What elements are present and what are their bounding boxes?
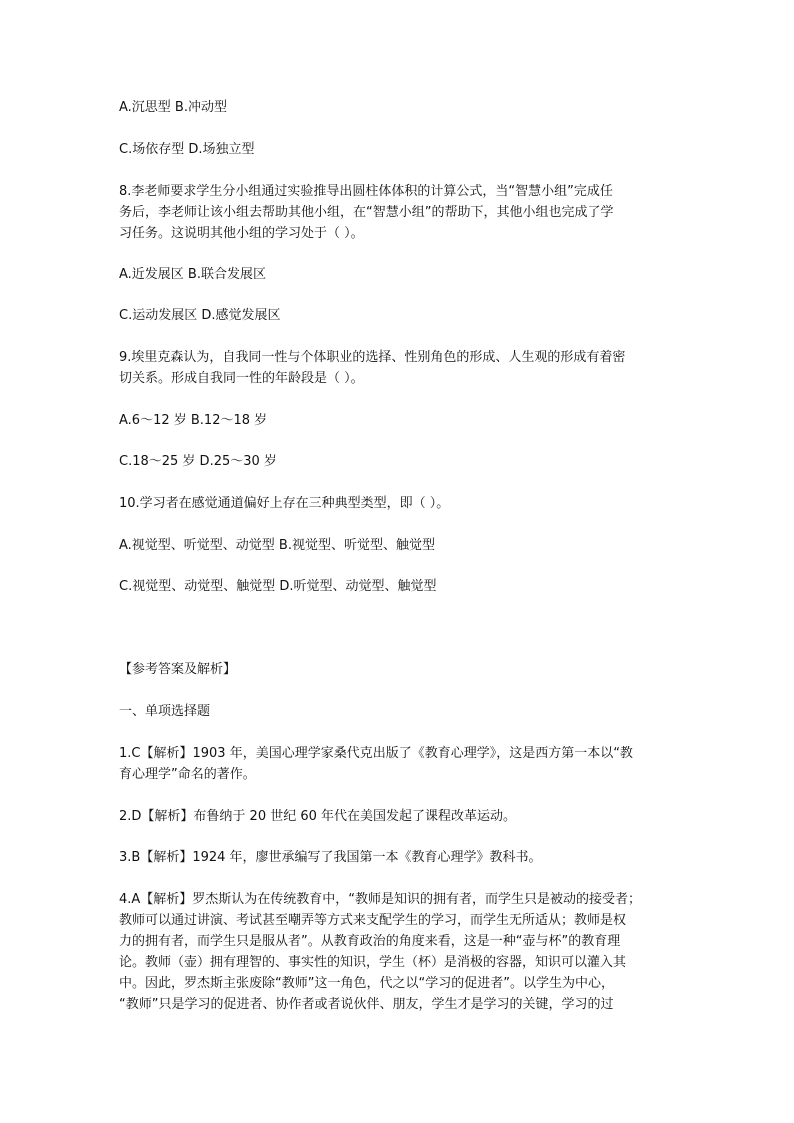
answer-2: 2.D【解析】布鲁纳于 20 世纪 60 年代在美国发起了课程改革运动。 [119, 809, 517, 824]
answer-1 [119, 743, 679, 785]
q8-stem-line: 务后，李老师让该小组去帮助其他小组，在“智慧小组”的帮助下，其他小组也完成了学 [119, 205, 614, 220]
q7-options-ab: A.沉思型 B.冲动型 [119, 100, 227, 115]
answer-3: 3.B【解析】1924 年，廖世承编写了我国第一本《教育心理学》教科书。 [119, 850, 542, 865]
answer-4-line: 教师可以通过讲演、考试甚至嘲弄等方式来支配学生的学习，而学生无所适从；教师是权 [119, 913, 627, 928]
answer-4-line: 中。因此，罗杰斯主张废除“教师”这一角色，代之以“学习的促进者”。以学生为中心， [119, 976, 614, 991]
q8-stem [119, 181, 679, 244]
answer-1-line: 育心理学”命名的著作。 [119, 767, 256, 782]
answer-4 [119, 889, 679, 1015]
q8-options-ab: A.近发展区 B.联合发展区 [119, 267, 266, 282]
answer-4-line: 4.A【解析】罗杰斯认为在传统教育中，“教师是知识的拥有者，而学生只是被动的接受者； [119, 892, 642, 907]
q10-options-ab: A.视觉型、听觉型、动觉型 B.视觉型、听觉型、触觉型 [119, 538, 435, 553]
answers-section-title: 一、单项选择题 [119, 704, 211, 719]
q9-options-cd: C.18～25 岁 D.25～30 岁 [119, 454, 277, 469]
q8-stem-line: 习任务。这说明其他小组的学习处于（ ）。 [119, 226, 364, 241]
q8-stem-line: 8.李老师要求学生分小组通过实验推导出圆柱体体积的计算公式，当“智慧小组”完成任 [119, 184, 613, 199]
answer-4-line: 力的拥有者，而学生只是服从者”。从教育政治的角度来看，这是一种“壶与杯”的教育理 [119, 934, 621, 949]
q10-options-cd: C.视觉型、动觉型、触觉型 D.听觉型、动觉型、触觉型 [119, 579, 437, 594]
q7-options-cd: C.场依存型 D.场独立型 [119, 142, 255, 157]
q9-options-ab: A.6～12 岁 B.12～18 岁 [119, 413, 268, 428]
q9-stem [119, 347, 679, 389]
answer-4-line: “教师”只是学习的促进者、协作者或者说伙伴、朋友，学生才是学习的关键，学习的过 [119, 997, 614, 1012]
q8-options-cd: C.运动发展区 D.感觉发展区 [119, 308, 281, 323]
q10-stem: 10.学习者在感觉通道偏好上存在三种典型类型，即（ ）。 [119, 496, 450, 511]
answers-heading: 【参考答案及解析】 [119, 662, 237, 677]
answer-1-line: 1.C【解析】1903 年，美国心理学家桑代克出版了《教育心理学》，这是西方第一本以“教 [119, 746, 633, 761]
q9-stem-line: 9.埃里克森认为，自我同一性与个体职业的选择、性别角色的形成、人生观的形成有着密 [119, 350, 626, 365]
answer-4-line: 论。教师（壶）拥有理智的、事实性的知识，学生（杯）是消极的容器，知识可以灌入其 [119, 955, 627, 970]
q9-stem-line: 切关系。形成自我同一性的年龄段是（ ）。 [119, 371, 364, 386]
